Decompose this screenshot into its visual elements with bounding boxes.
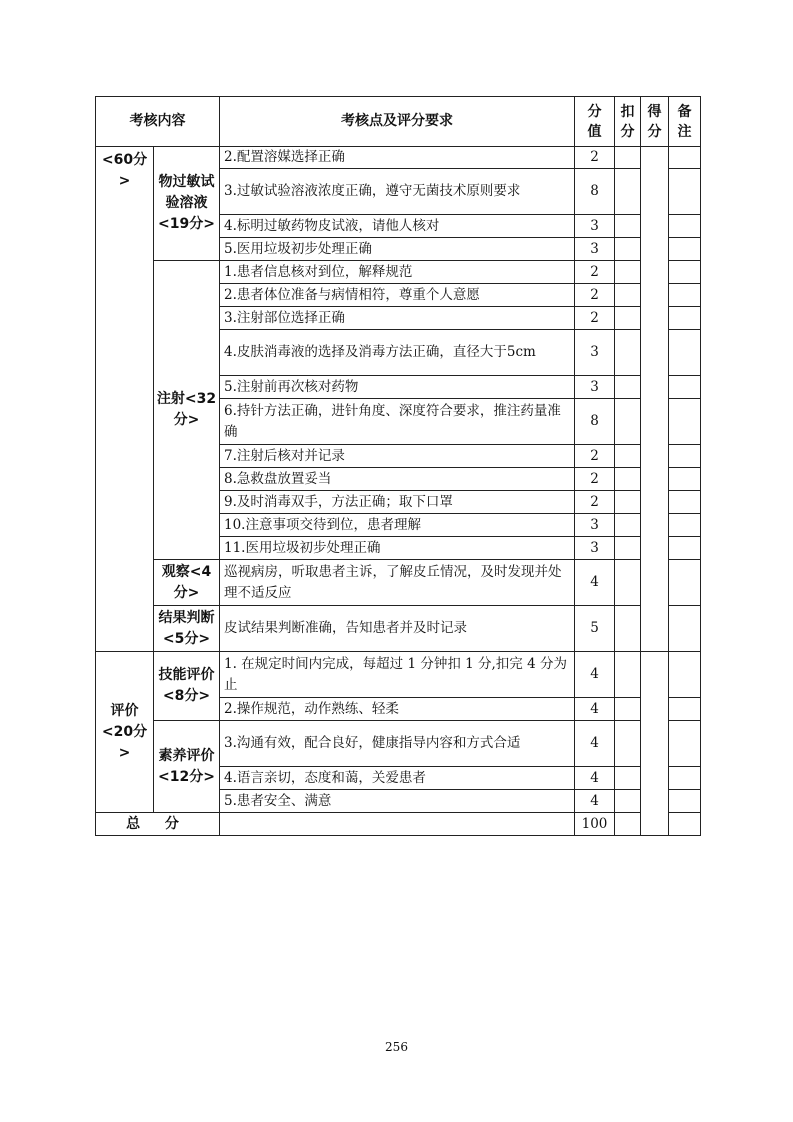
- requirement-cell: 7.注射后核对并记录: [220, 445, 575, 468]
- score-cell: 2: [575, 147, 615, 169]
- total-blank-cell: [220, 813, 575, 836]
- table-row: [96, 560, 701, 606]
- deduct-cell: [615, 261, 641, 284]
- deduct-cell: [615, 813, 641, 836]
- deduct-cell: [615, 491, 641, 514]
- requirement-cell: 4.语言亲切，态度和蔼，关爱患者: [220, 767, 575, 790]
- deduct-cell: [615, 767, 641, 790]
- requirement-cell: 11.医用垃圾初步处理正确: [220, 537, 575, 560]
- deduct-cell: [615, 790, 641, 813]
- deduct-cell: [615, 215, 641, 238]
- score-cell: 2: [575, 284, 615, 307]
- requirement-cell: 5.医用垃圾初步处理正确: [220, 238, 575, 261]
- requirement-cell: 10.注意事项交待到位，患者理解: [220, 514, 575, 537]
- score-cell: 8: [575, 399, 615, 445]
- score-cell: 2: [575, 468, 615, 491]
- score-cell: 4: [575, 560, 615, 606]
- table-header-row: [96, 97, 701, 147]
- remark-cell: [669, 767, 701, 790]
- remark-cell: [669, 813, 701, 836]
- deduct-cell: [615, 284, 641, 307]
- remark-cell: [669, 560, 701, 606]
- header-score: 分 值: [575, 97, 615, 147]
- requirement-cell: 2.操作规范，动作熟练、轻柔: [220, 698, 575, 721]
- score-cell: 4: [575, 767, 615, 790]
- deduct-cell: [615, 307, 641, 330]
- header-requirements: 考核点及评分要求: [220, 97, 575, 147]
- score-cell: 2: [575, 261, 615, 284]
- remark-cell: [669, 330, 701, 376]
- remark-cell: [669, 721, 701, 767]
- remark-cell: [669, 606, 701, 652]
- score-cell: 3: [575, 537, 615, 560]
- score-cell: 3: [575, 330, 615, 376]
- requirement-cell: 3.沟通有效，配合良好，健康指导内容和方式合适: [220, 721, 575, 767]
- requirement-cell: 5.注射前再次核对药物: [220, 376, 575, 399]
- score-cell: 5: [575, 606, 615, 652]
- earned-cell: [641, 652, 669, 836]
- header-remark: 备 注: [669, 97, 701, 147]
- table-row: [96, 606, 701, 652]
- header-content: 考核内容: [96, 97, 220, 147]
- table-row: [96, 147, 701, 169]
- remark-cell: [669, 491, 701, 514]
- requirement-cell: 巡视病房，听取患者主诉，了解皮丘情况，及时发现并处理不适反应: [220, 560, 575, 606]
- remark-cell: [669, 215, 701, 238]
- remark-cell: [669, 307, 701, 330]
- deduct-cell: [615, 238, 641, 261]
- requirement-cell: 3.注射部位选择正确: [220, 307, 575, 330]
- deduct-cell: [615, 147, 641, 169]
- remark-cell: [669, 399, 701, 445]
- requirement-cell: 1. 在规定时间内完成，每超过 1 分钟扣 1 分,扣完 4 分为止: [220, 652, 575, 698]
- deduct-cell: [615, 445, 641, 468]
- score-cell: 4: [575, 698, 615, 721]
- requirement-cell: 4.皮肤消毒液的选择及消毒方法正确，直径大于5cm: [220, 330, 575, 376]
- score-cell: 2: [575, 445, 615, 468]
- page-number: 256: [385, 1040, 408, 1054]
- remark-cell: [669, 445, 701, 468]
- deduct-cell: [615, 169, 641, 215]
- category-allergy-solution: 物过敏试验溶液<19分>: [154, 147, 220, 261]
- total-row: [96, 813, 701, 836]
- remark-cell: [669, 468, 701, 491]
- score-cell: 4: [575, 721, 615, 767]
- requirement-cell: 2.配置溶媒选择正确: [220, 147, 575, 169]
- requirement-cell: 皮试结果判断准确，告知患者并及时记录: [220, 606, 575, 652]
- deduct-cell: [615, 698, 641, 721]
- remark-cell: [669, 261, 701, 284]
- deduct-cell: [615, 652, 641, 698]
- category-skill: 技能评价<8分>: [154, 652, 220, 721]
- scoring-table: [95, 96, 701, 836]
- remark-cell: [669, 147, 701, 169]
- remark-cell: [669, 376, 701, 399]
- score-cell: 3: [575, 376, 615, 399]
- score-cell: 3: [575, 514, 615, 537]
- remark-cell: [669, 169, 701, 215]
- requirement-cell: 8.急救盘放置妥当: [220, 468, 575, 491]
- category-part-a: <60分>: [96, 147, 154, 652]
- category-part-b: 评价<20分>: [96, 652, 154, 813]
- table-row: [96, 652, 701, 698]
- score-cell: 8: [575, 169, 615, 215]
- requirement-cell: 6.持针方法正确，进针角度、深度符合要求，推注药量准确: [220, 399, 575, 445]
- deduct-cell: [615, 399, 641, 445]
- header-earned: 得 分: [641, 97, 669, 147]
- header-deduct: 扣 分: [615, 97, 641, 147]
- remark-cell: [669, 698, 701, 721]
- deduct-cell: [615, 537, 641, 560]
- remark-cell: [669, 790, 701, 813]
- remark-cell: [669, 514, 701, 537]
- category-injection: 注射<32分>: [154, 261, 220, 560]
- deduct-cell: [615, 330, 641, 376]
- earned-cell: [641, 147, 669, 652]
- requirement-cell: 1.患者信息核对到位，解释规范: [220, 261, 575, 284]
- remark-cell: [669, 238, 701, 261]
- remark-cell: [669, 537, 701, 560]
- score-cell: 2: [575, 307, 615, 330]
- requirement-cell: 3.过敏试验溶液浓度正确，遵守无菌技术原则要求: [220, 169, 575, 215]
- score-cell: 3: [575, 238, 615, 261]
- deduct-cell: [615, 514, 641, 537]
- requirement-cell: 5.患者安全、满意: [220, 790, 575, 813]
- category-observe: 观察<4分>: [154, 560, 220, 606]
- table-row: [96, 721, 701, 767]
- remark-cell: [669, 284, 701, 307]
- category-result-judgement: 结果判断<5分>: [154, 606, 220, 652]
- requirement-cell: 2.患者体位准备与病情相符，尊重个人意愿: [220, 284, 575, 307]
- deduct-cell: [615, 468, 641, 491]
- deduct-cell: [615, 721, 641, 767]
- score-cell: 2: [575, 491, 615, 514]
- deduct-cell: [615, 560, 641, 606]
- total-value: 100: [575, 813, 615, 836]
- requirement-cell: 4.标明过敏药物皮试液，请他人核对: [220, 215, 575, 238]
- requirement-cell: 9.及时消毒双手，方法正确；取下口罩: [220, 491, 575, 514]
- deduct-cell: [615, 376, 641, 399]
- deduct-cell: [615, 606, 641, 652]
- score-cell: 3: [575, 215, 615, 238]
- total-label: 总 分: [96, 813, 220, 836]
- table-row: [96, 261, 701, 284]
- category-quality: 素养评价<12分>: [154, 721, 220, 813]
- score-cell: 4: [575, 652, 615, 698]
- score-cell: 4: [575, 790, 615, 813]
- remark-cell: [669, 652, 701, 698]
